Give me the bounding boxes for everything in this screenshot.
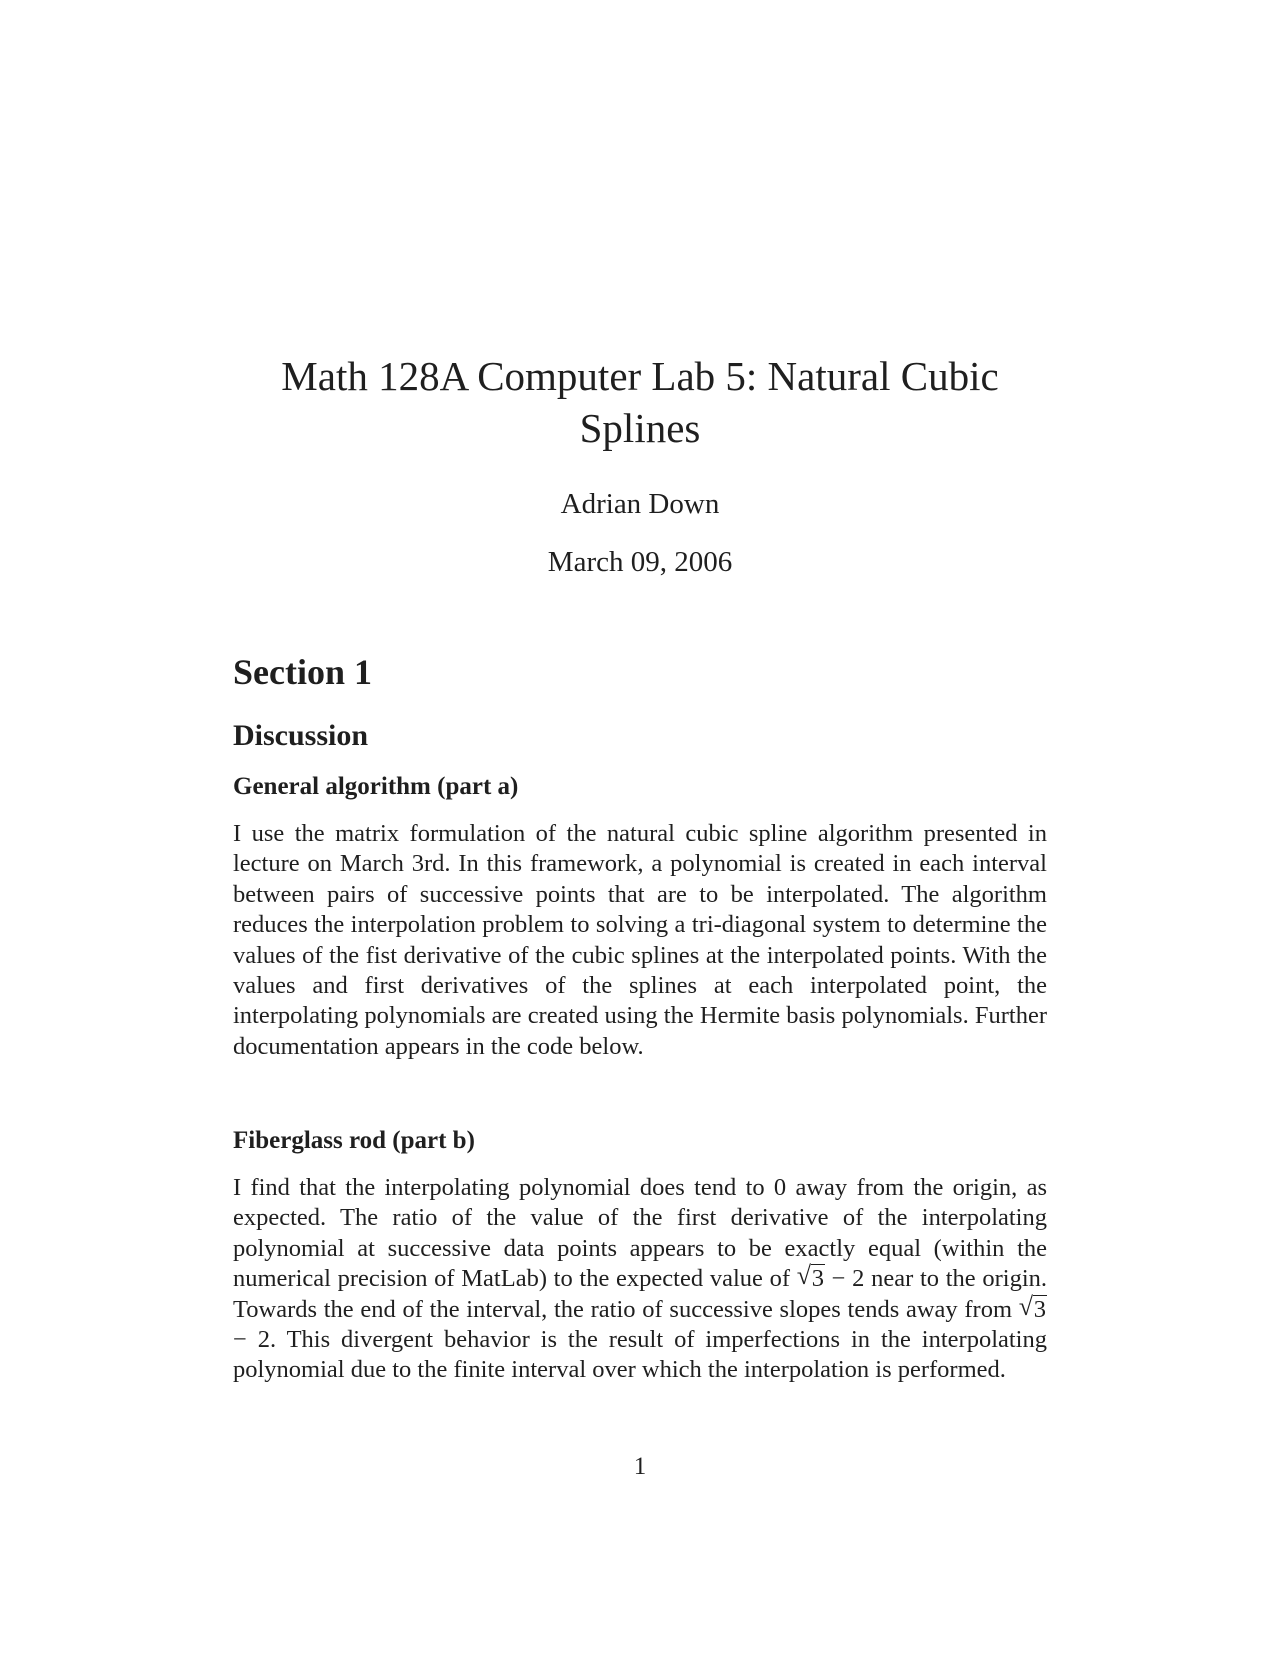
document-author: Adrian Down [560,488,720,520]
paragraph-part-b [233,1173,1047,1386]
paragraph-heading-part-b: Fiberglass rod (part b) [233,1127,475,1154]
paragraph-part-a: I use the matrix formulation of the natural cubic spline algorithm presented in lecture on March 3rd. In this framework, a polynomial is created in each interval between pairs of successive points that are to be interpolated. The algorithm reduces the interpolation problem to solving a tri-diagonal system to determine the values of the fist derivative of the cubic splines at the interpolated points. With the values and first derivatives of the splines at each interpolated point, the interpolating polynomials are created using the Hermite basis polynomials. Further documentation appears in the code below. [233,820,1047,1060]
minus-two-2: − 2 [233,1326,270,1354]
document-title: Math 128A Computer Lab 5: Natural Cubic Splines [281,353,999,451]
document-date: March 09, 2006 [547,546,733,578]
paragraph-heading-part-a: General algorithm (part a) [233,773,519,800]
section-heading: Section 1 [233,652,372,692]
part-b-text-1: I find that the interpolating polynomial does tend to 0 away from the origin, as expected. The ratio of the value of the first derivative of the interpolating polynomial at successive data points appears to be exactly equal (within the numerical precision of MatLab) to the expected value of [233,1174,1047,1293]
subsection-heading: Discussion [233,719,369,752]
sqrt-expression [796,1261,825,1294]
minus-two: − 2 [824,1265,865,1293]
radicand-2: 3 [1033,1295,1046,1323]
part-b-text-2: near to the origin. Towards the end of the interval, the ratio of successive slopes tends away from [233,1265,1047,1323]
part-b-text-3: . This divergent behavior is the result of imperfections in the interpolating polynomial due to the finite interval over which the interpolation is performed. [233,1326,1047,1384]
title-block [230,350,1050,454]
page-number: 1 [633,1453,647,1480]
radical-sign: √ [796,1261,811,1291]
sqrt-expression-2 [1018,1291,1047,1325]
radicand: 3 [811,1265,824,1293]
radical-sign-2: √ [1018,1291,1034,1321]
